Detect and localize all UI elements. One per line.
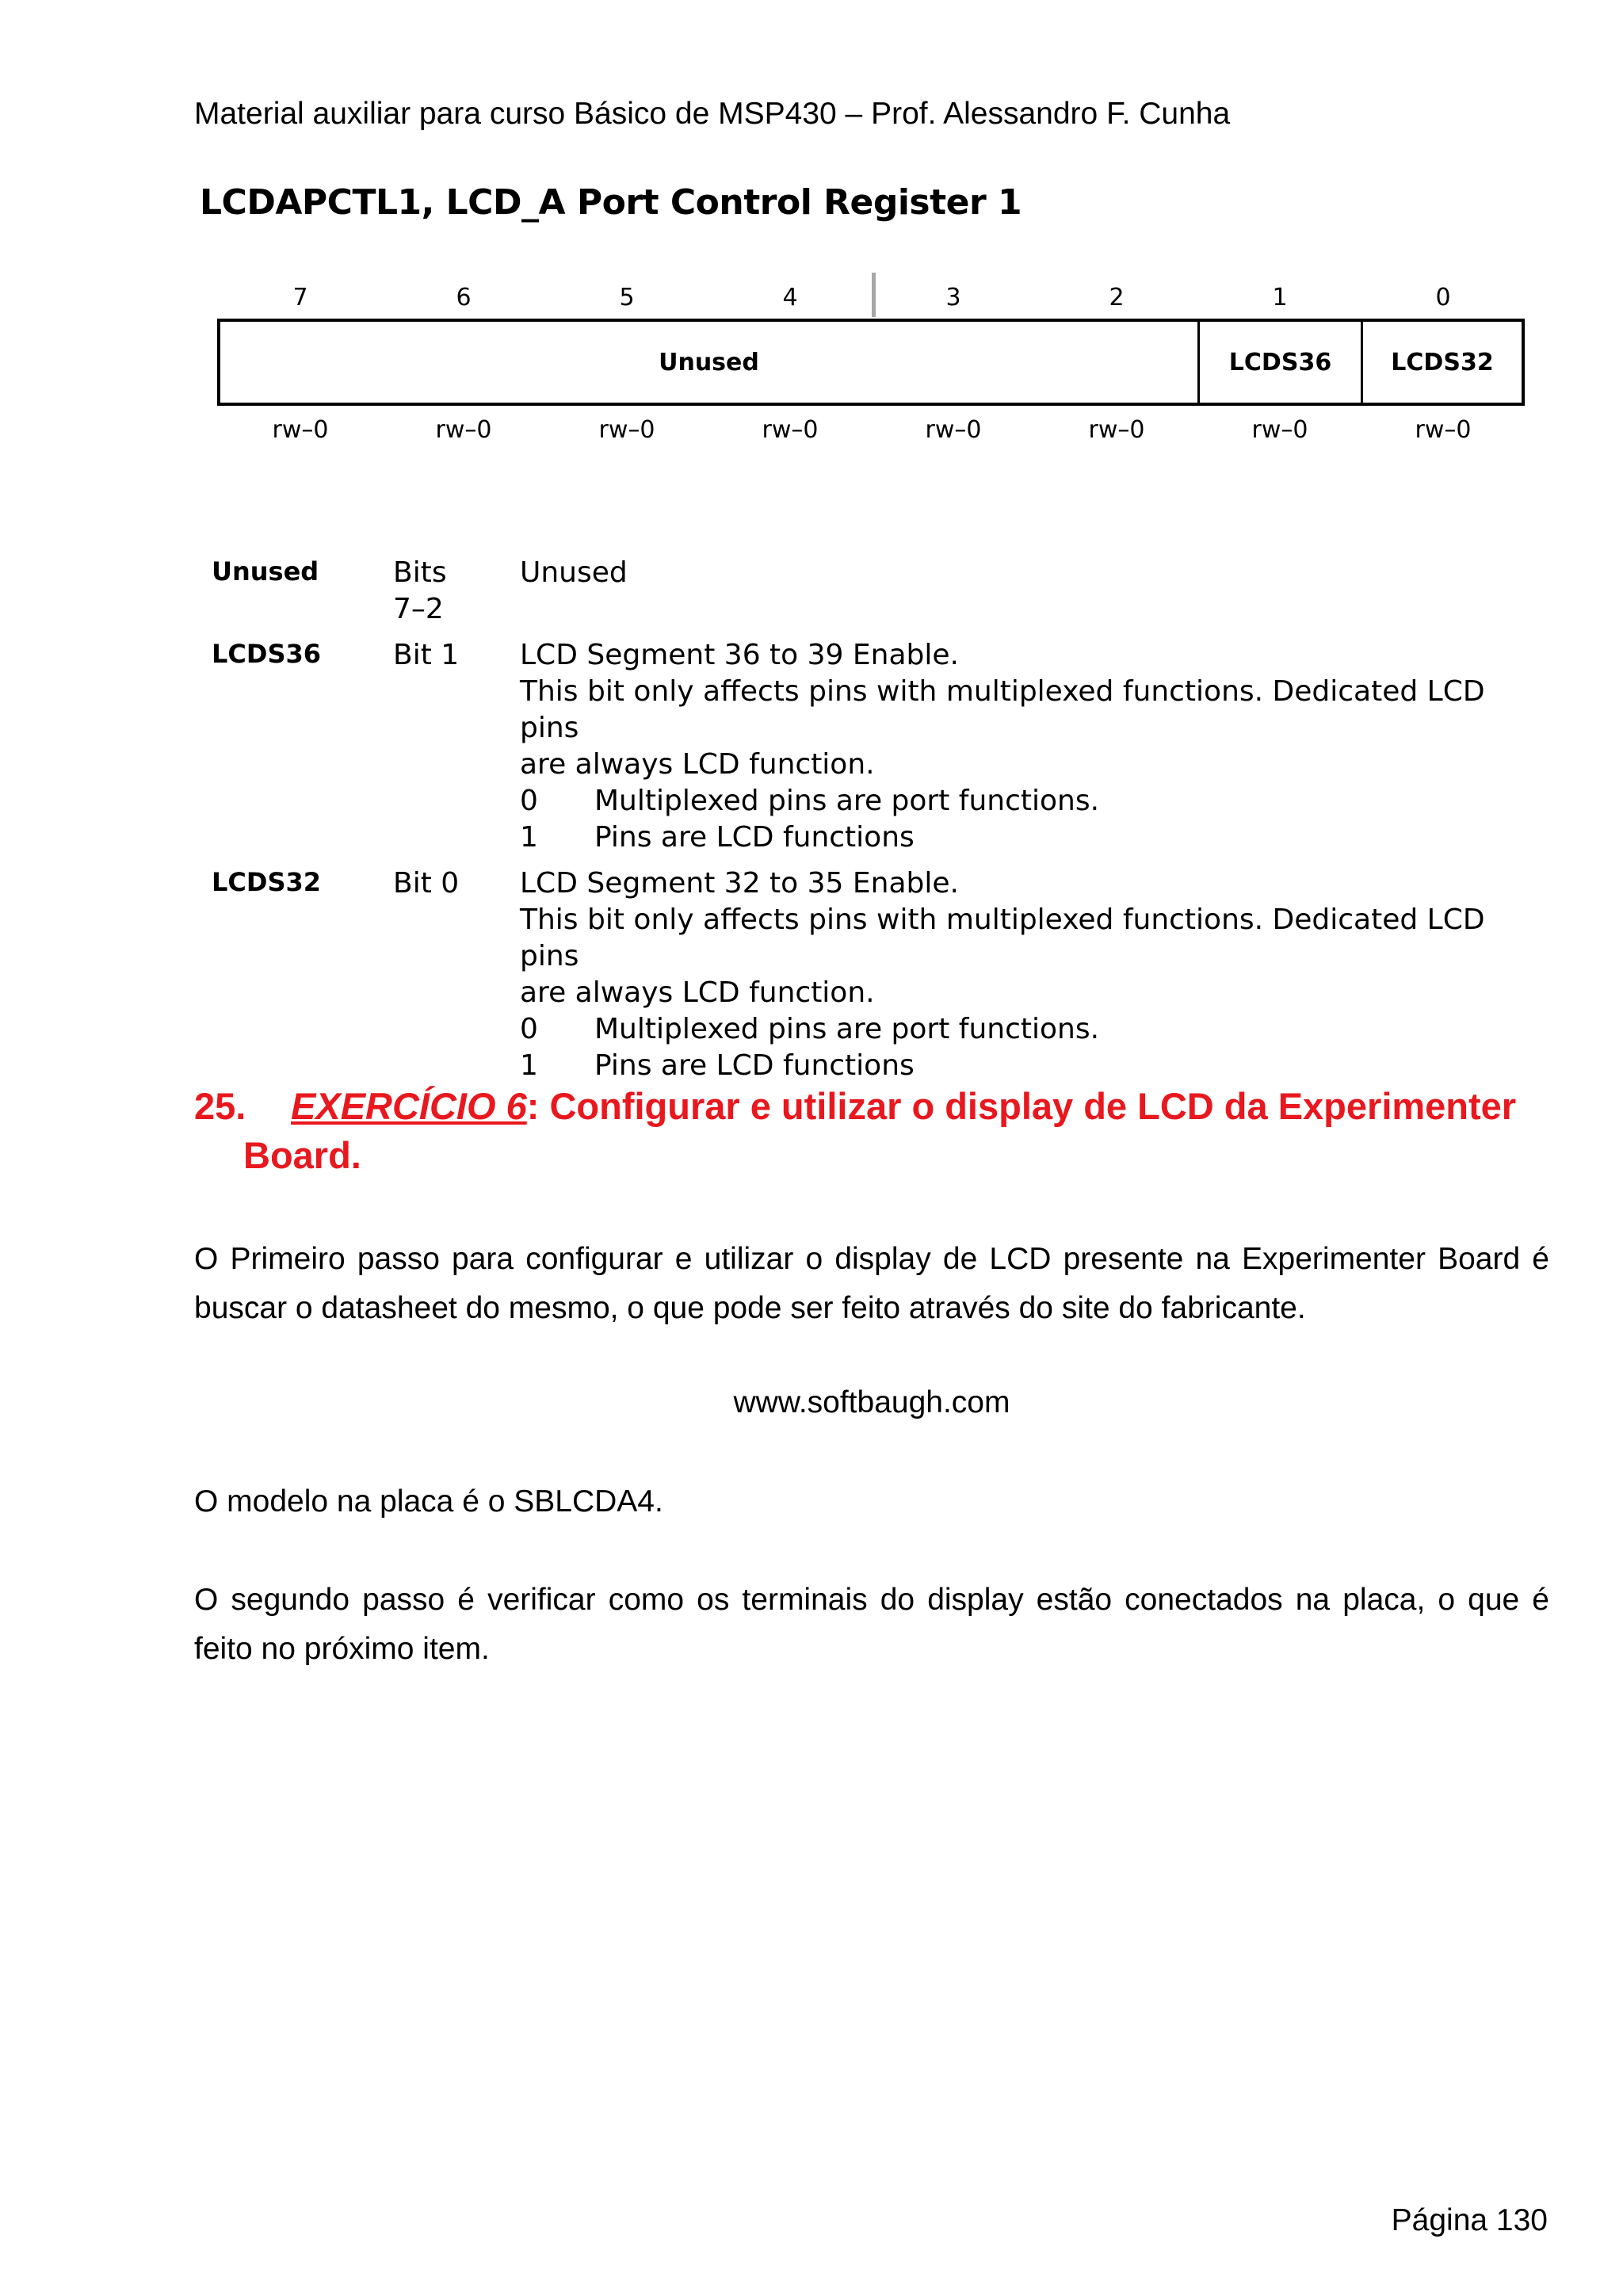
bit-number: 5 [619, 284, 635, 311]
bit-number: 4 [782, 284, 798, 311]
bit-number: 6 [456, 284, 472, 311]
section-heading-line [194, 1082, 1549, 1131]
field-bits: Bits 7–2 [393, 556, 447, 625]
paragraph-intro: O Primeiro passo para configurar e utilizar o display de LCD presente na Experimenter Board é buscar o datasheet do mesmo, o que pode ser feito através do site do fabricante. [194, 1242, 1549, 1325]
register-diagram [217, 319, 1525, 406]
field-name: LCDS32 [212, 867, 322, 897]
section-number: 25. [194, 1085, 246, 1127]
option-row [520, 783, 1511, 819]
option-text: Pins are LCD functions [594, 821, 915, 854]
description-lcds36 [212, 637, 1511, 856]
description-line: LCD Segment 36 to 39 Enable. [520, 639, 959, 671]
field-unused: Unused [220, 322, 1200, 403]
field-bits: Bit 0 [393, 867, 460, 900]
access-type: rw–0 [598, 416, 655, 444]
field-text [520, 555, 1511, 628]
field-name: LCDS36 [212, 639, 322, 669]
spacer [520, 591, 1511, 628]
bit-number: 7 [292, 284, 308, 311]
option-value: 1 [520, 821, 538, 854]
option-text: Pins are LCD functions [594, 1049, 915, 1082]
access-type: rw–0 [272, 416, 329, 444]
option-text: Multiplexed pins are port functions. [594, 785, 1100, 817]
section-heading [194, 1082, 1549, 1180]
section-title-continuation: Board. [243, 1134, 361, 1176]
manufacturer-url: www.softbaugh.com [733, 1385, 1010, 1419]
field-bits: Bit 1 [393, 639, 460, 671]
description-line: This bit only affects pins with multiplexed functions. Dedicated LCD pins [520, 675, 1485, 744]
field-lcds32: LCDS32 [1391, 348, 1494, 376]
register-title: LCDAPCTL1, LCD_A Port Control Register 1 [200, 182, 1022, 223]
access-type: rw–0 [1088, 416, 1145, 444]
field-name: Unused [212, 556, 319, 586]
field-text [520, 865, 1511, 1084]
option-text: Multiplexed pins are port functions. [594, 1013, 1100, 1045]
bit-number: 2 [1109, 284, 1125, 311]
bit-descriptions [212, 555, 1511, 1094]
description-line: LCD Segment 32 to 35 Enable. [520, 867, 959, 900]
byte-separator [872, 273, 876, 317]
description-unused [212, 555, 1511, 628]
bit-number: 0 [1435, 284, 1451, 311]
option-row [520, 819, 1511, 856]
field-text [520, 637, 1511, 856]
paragraph-next-step: O segundo passo é verificar como os terminais do display estão conectados na placa, o que é feito no próximo item. [194, 1583, 1549, 1666]
page-header: Material auxiliar para curso Básico de MSP430 – Prof. Alessandro F. Cunha [194, 97, 1231, 131]
exercise-label: EXERCÍCIO 6 [291, 1085, 527, 1127]
access-type: rw–0 [435, 416, 492, 444]
option-value: 0 [520, 1013, 538, 1045]
option-value: 0 [520, 785, 538, 817]
description-line: are always LCD function. [520, 748, 875, 781]
bit-number: 1 [1272, 284, 1288, 311]
bit-number: 3 [945, 284, 961, 311]
access-type: rw–0 [1251, 416, 1308, 444]
option-row [520, 1048, 1511, 1084]
access-row [219, 416, 1526, 448]
description-lcds32 [212, 865, 1511, 1084]
option-row [520, 1011, 1511, 1048]
paragraph-model: O modelo na placa é o SBLCDA4. [194, 1484, 663, 1519]
access-type: rw–0 [925, 416, 982, 444]
access-type: rw–0 [1415, 416, 1472, 444]
option-value: 1 [520, 1049, 538, 1082]
page-number: Página 130 [1391, 2203, 1548, 2237]
description-line: Unused [520, 556, 628, 589]
field-lcds36: LCDS36 [1200, 322, 1363, 403]
section-title: : Configurar e utilizar o display de LCD da Experimenter [526, 1085, 1517, 1127]
description-line: This bit only affects pins with multiplexed functions. Dedicated LCD pins [520, 904, 1485, 972]
description-line: are always LCD function. [520, 976, 875, 1009]
access-type: rw–0 [762, 416, 819, 444]
